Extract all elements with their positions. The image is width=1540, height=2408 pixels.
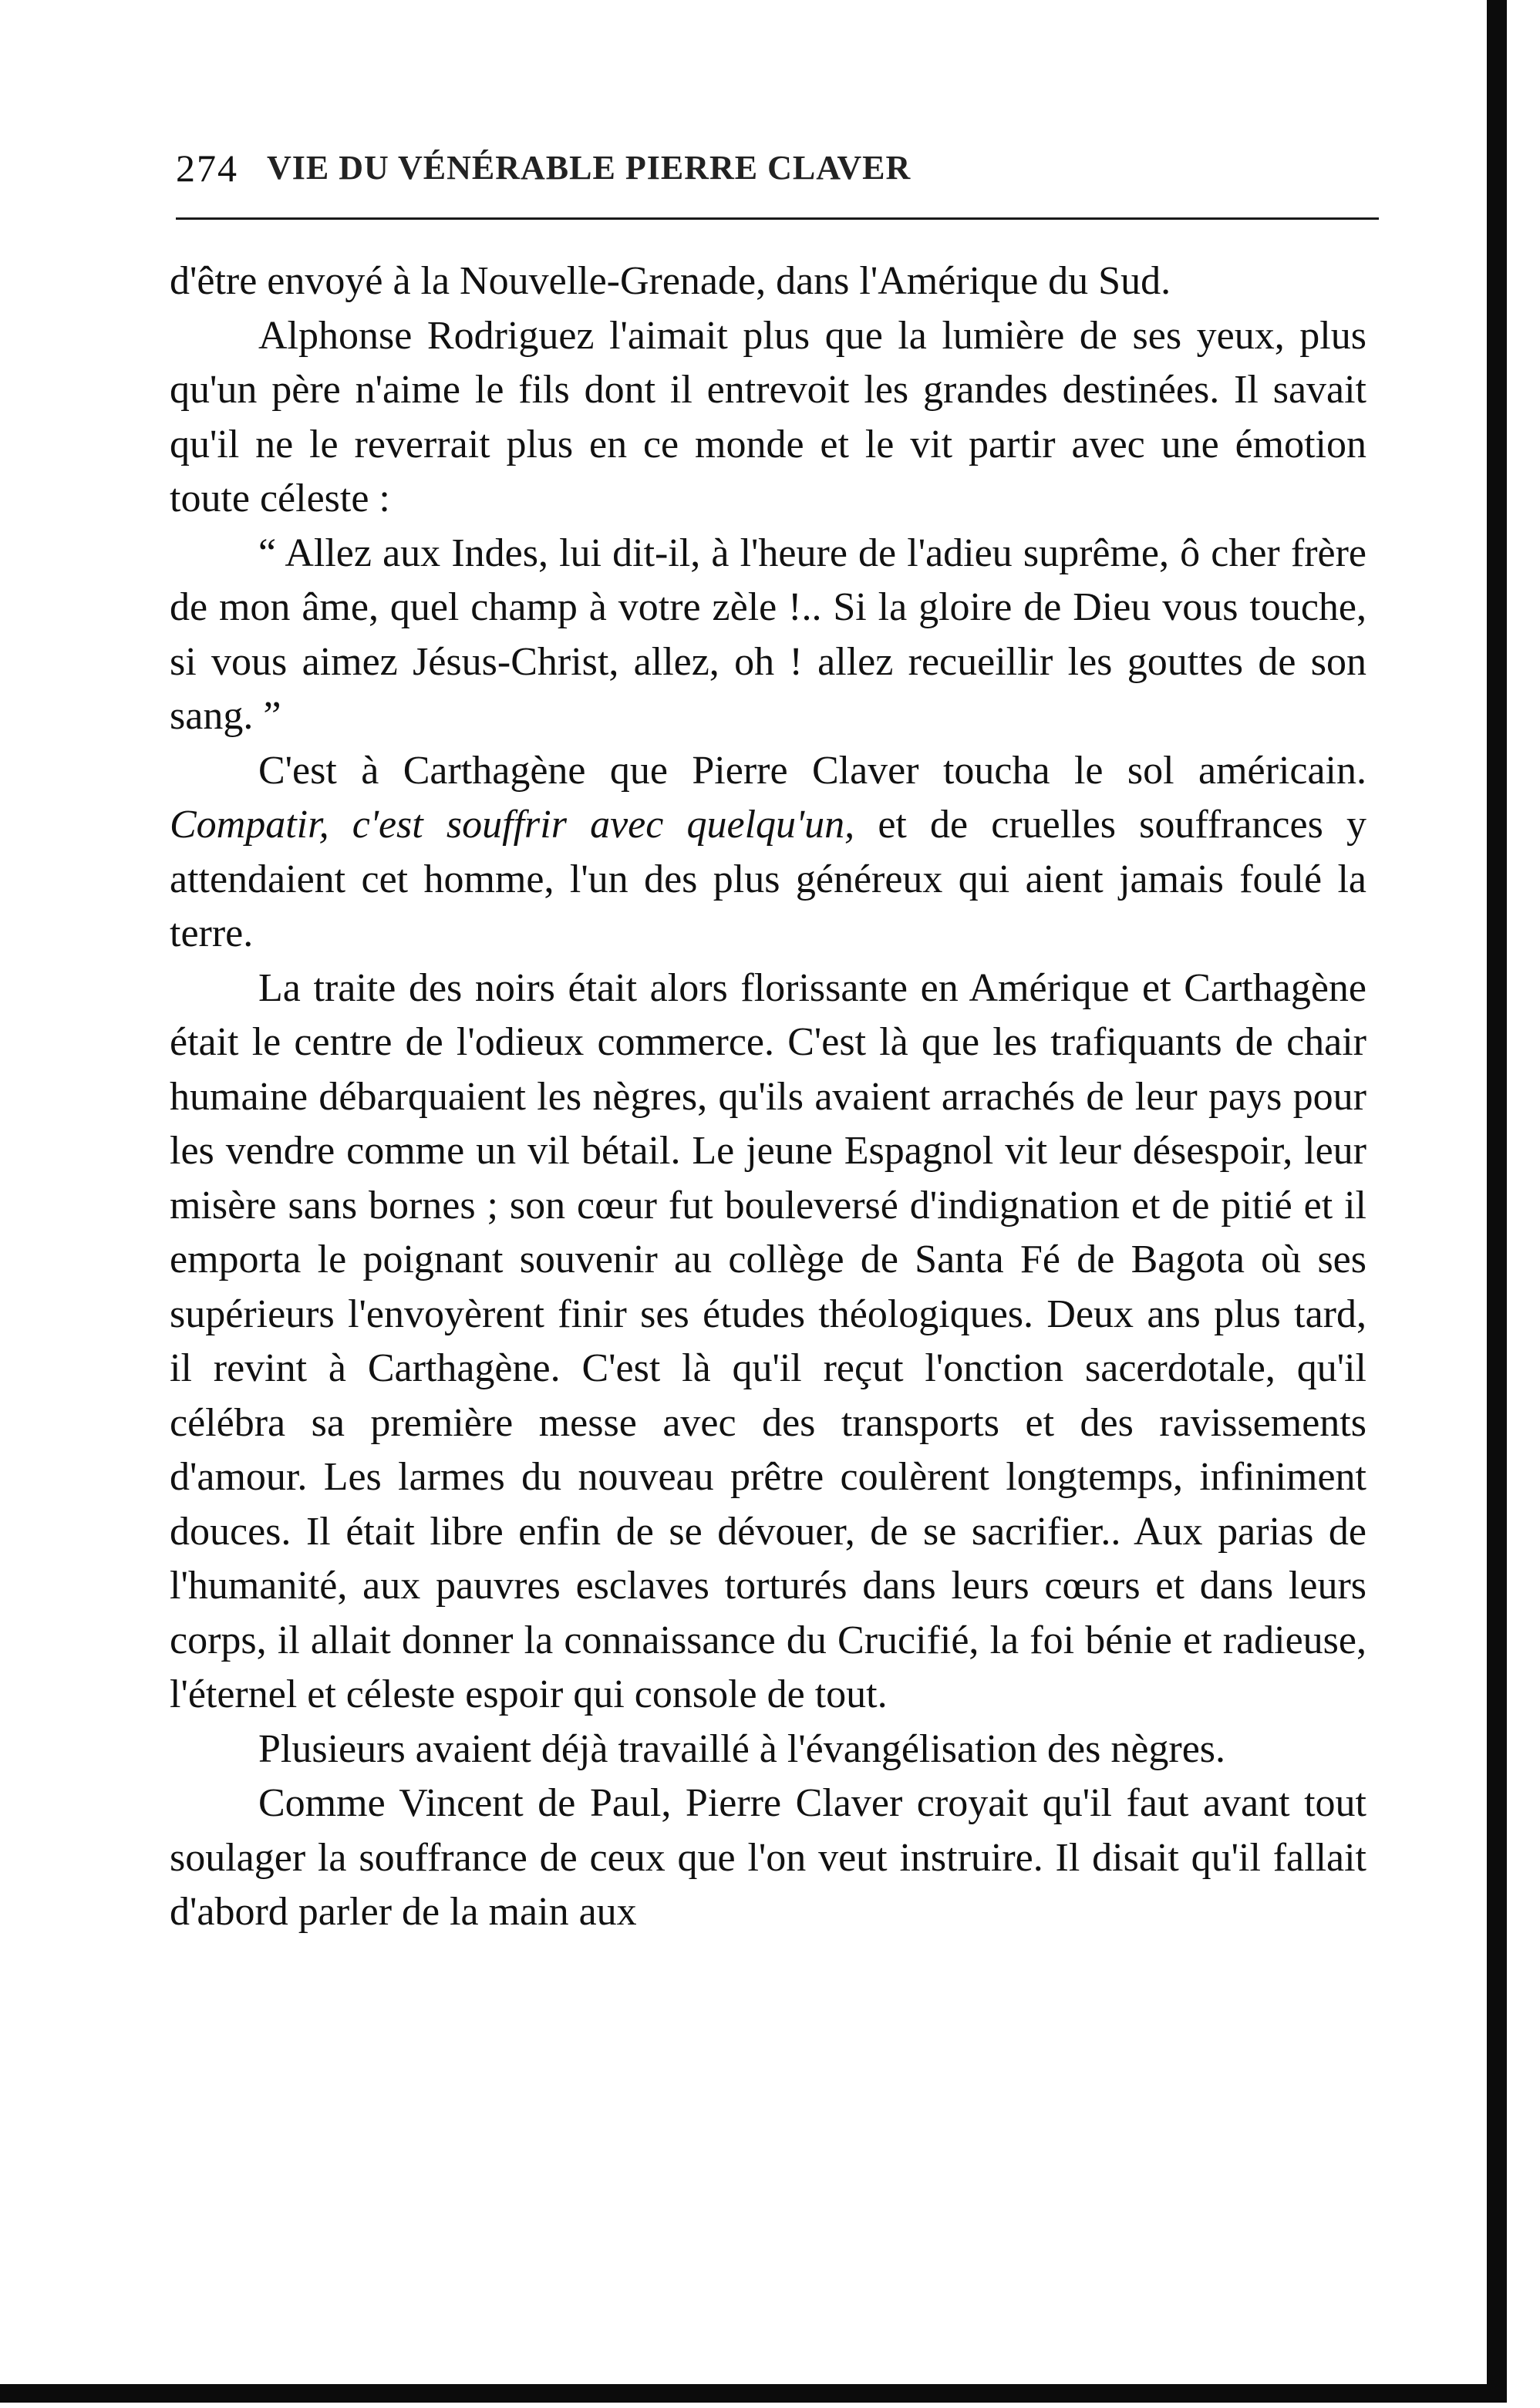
page-header [176,137,1379,199]
page-edge-bottom [0,2384,1507,2403]
body-text [170,254,1366,1940]
paragraph: d'être envoyé à la Nouvelle-Grenade, dans l'Amérique du Sud. [170,259,1171,303]
paragraph: Plusieurs avaient déjà travaillé à l'évangélisation des nègres. [258,1726,1226,1771]
paragraph: Alphonse Rodriguez l'aimait plus que la lumière de ses yeux, plus qu'un père n'aime le fils dont il entrevoit les grandes destinées. Il savait qu'il ne le reverrait plus en ce monde et le vit partir avec une émotion toute céleste : [170,313,1366,520]
paragraph [170,744,1366,962]
paragraph-text: et de cruelles souffrances y attendaient cet homme, l'un des plus généreux qui aient jamais foulé la terre. [170,803,1366,955]
paragraph: “ Allez aux Indes, lui dit-il, à l'heure de l'adieu suprême, ô cher frère de mon âme, quel champ à votre zèle !.. Si la gloire de Dieu vous touche, si vous aimez Jésus-Christ, allez, oh ! allez recueillir les gouttes de son sang. ” [170,530,1366,738]
paragraph: Comme Vincent de Paul, Pierre Claver croyait qu'il faut avant tout soulager la souffrance de ceux que l'on veut instruire. Il disait qu'il fallait d'abord parler de la main aux [170,1781,1366,1934]
paragraph-text: C'est à Carthagène que Pierre Claver toucha le sol américain. [258,748,1366,793]
page-edge-right [1487,0,1507,2389]
running-head: VIE DU VÉNÉRABLE PIERRE CLAVER [267,149,912,187]
page-number: 274 [176,147,238,190]
header-rule [176,217,1379,220]
paragraph: La traite des noirs était alors florissante en Amérique et Carthagène était le centre de l'odieux commerce. C'est là que les trafiquants de chair humaine débarquaient les nègres, qu'ils avaient arrachés de leur pays pour les vendre comme un vil bétail. Le jeune Espagnol vit leur désespoir, leur misère sans bornes ; son cœur fut bouleversé d'indignation et de pitié et il emporta le poignant souvenir au collège de Santa Fé de Bagota où ses supérieurs l'envoyèrent finir ses études théologiques. Deux ans plus tard, il revint à Carthagène. C'est là qu'il reçut l'onction sacerdotale, qu'il célébra sa première messe avec des transports et des ravissements d'amour. Les larmes du nouveau prêtre coulèrent longtemps, infiniment douces. Il était libre enfin de se dévouer, de se sacrifier.. Aux parias de l'humanité, aux pauvres esclaves torturés dans leurs cœurs et dans leurs corps, il allait donner la connaissance du Crucifié, la foi bénie et radieuse, l'éternel et céleste espoir qui console de tout. [170,965,1366,1716]
italic-quote: Compatir, c'est souffrir avec quelqu'un, [170,803,855,847]
